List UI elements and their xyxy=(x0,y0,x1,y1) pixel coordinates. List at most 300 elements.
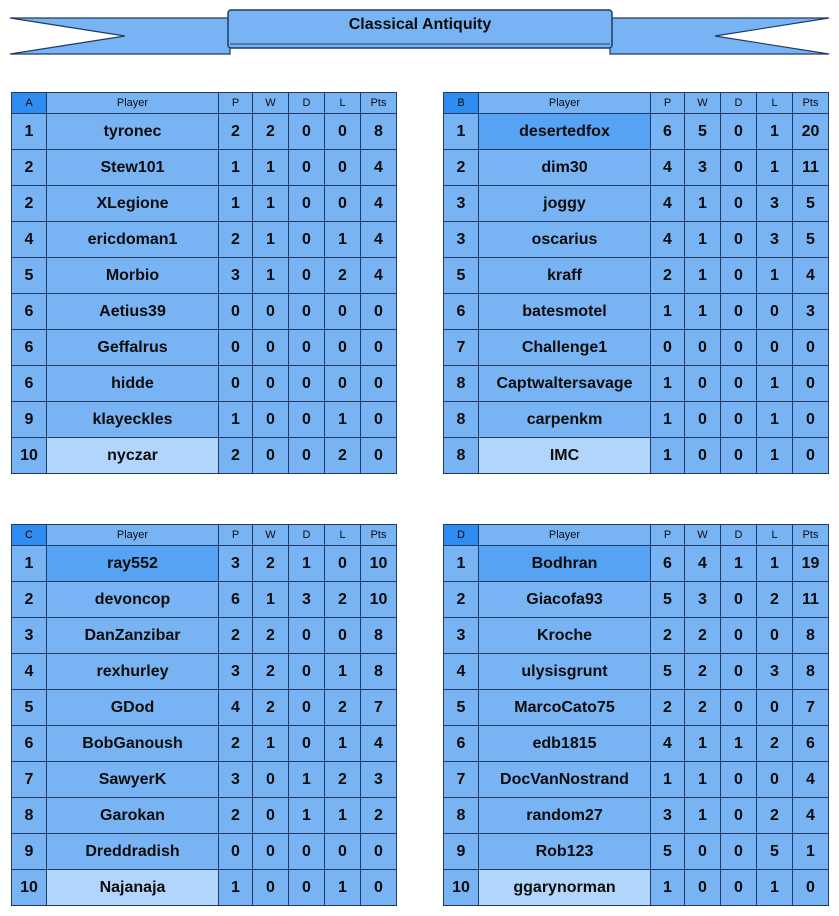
rank-cell: 10 xyxy=(12,870,47,906)
player-name: nyczar xyxy=(47,438,219,474)
column-header-pts: Pts xyxy=(793,93,829,114)
rank-cell: 9 xyxy=(12,834,47,870)
table-row xyxy=(444,618,829,654)
table-row xyxy=(12,726,397,762)
l-cell: 0 xyxy=(757,618,793,654)
w-cell: 2 xyxy=(685,654,721,690)
pts-cell: 20 xyxy=(793,114,829,150)
d-cell: 0 xyxy=(721,186,757,222)
w-cell: 0 xyxy=(253,870,289,906)
w-cell: 0 xyxy=(685,402,721,438)
d-cell: 0 xyxy=(289,690,325,726)
l-cell: 0 xyxy=(325,366,361,402)
l-cell: 0 xyxy=(325,150,361,186)
l-cell: 2 xyxy=(325,690,361,726)
d-cell: 0 xyxy=(721,618,757,654)
pts-cell: 0 xyxy=(793,870,829,906)
d-cell: 1 xyxy=(289,546,325,582)
w-cell: 1 xyxy=(253,258,289,294)
pts-cell: 5 xyxy=(793,222,829,258)
p-cell: 3 xyxy=(219,762,253,798)
table-row xyxy=(12,330,397,366)
w-cell: 1 xyxy=(685,798,721,834)
pts-cell: 0 xyxy=(361,366,397,402)
p-cell: 4 xyxy=(219,690,253,726)
p-cell: 1 xyxy=(651,294,685,330)
player-name: SawyerK xyxy=(47,762,219,798)
w-cell: 1 xyxy=(685,258,721,294)
d-cell: 0 xyxy=(721,654,757,690)
d-cell: 0 xyxy=(289,114,325,150)
l-cell: 1 xyxy=(757,114,793,150)
pts-cell: 0 xyxy=(793,330,829,366)
player-name: hidde xyxy=(47,366,219,402)
player-name: BobGanoush xyxy=(47,726,219,762)
p-cell: 1 xyxy=(651,366,685,402)
w-cell: 0 xyxy=(685,870,721,906)
player-name: Garokan xyxy=(47,798,219,834)
pts-cell: 4 xyxy=(361,222,397,258)
column-header-pts: Pts xyxy=(361,525,397,546)
group-letter: B xyxy=(444,93,479,114)
player-name: kraff xyxy=(479,258,651,294)
p-cell: 4 xyxy=(651,150,685,186)
l-cell: 0 xyxy=(325,330,361,366)
player-name: devoncop xyxy=(47,582,219,618)
column-header-player: Player xyxy=(47,93,219,114)
l-cell: 1 xyxy=(757,402,793,438)
p-cell: 0 xyxy=(651,330,685,366)
pts-cell: 4 xyxy=(793,258,829,294)
w-cell: 0 xyxy=(685,834,721,870)
pts-cell: 0 xyxy=(361,834,397,870)
d-cell: 0 xyxy=(289,618,325,654)
group-b-table xyxy=(443,92,829,474)
w-cell: 0 xyxy=(685,366,721,402)
w-cell: 0 xyxy=(685,330,721,366)
rank-cell: 8 xyxy=(444,402,479,438)
table-row xyxy=(444,114,829,150)
pts-cell: 10 xyxy=(361,546,397,582)
w-cell: 1 xyxy=(253,726,289,762)
group-letter: D xyxy=(444,525,479,546)
group-letter: C xyxy=(12,525,47,546)
l-cell: 1 xyxy=(757,258,793,294)
column-header-player: Player xyxy=(47,525,219,546)
table-row xyxy=(12,402,397,438)
pts-cell: 11 xyxy=(793,582,829,618)
w-cell: 0 xyxy=(253,834,289,870)
table-row xyxy=(444,582,829,618)
rank-cell: 10 xyxy=(12,438,47,474)
l-cell: 1 xyxy=(325,798,361,834)
player-name: Najanaja xyxy=(47,870,219,906)
rank-cell: 5 xyxy=(444,690,479,726)
column-header-w: W xyxy=(685,525,721,546)
pts-cell: 7 xyxy=(361,690,397,726)
pts-cell: 4 xyxy=(793,762,829,798)
player-name: Bodhran xyxy=(479,546,651,582)
w-cell: 0 xyxy=(253,762,289,798)
w-cell: 1 xyxy=(685,222,721,258)
p-cell: 1 xyxy=(219,870,253,906)
player-name: tyronec xyxy=(47,114,219,150)
table-row xyxy=(12,294,397,330)
d-cell: 0 xyxy=(289,654,325,690)
d-cell: 0 xyxy=(721,294,757,330)
l-cell: 0 xyxy=(325,618,361,654)
w-cell: 5 xyxy=(685,114,721,150)
d-cell: 0 xyxy=(289,294,325,330)
d-cell: 1 xyxy=(721,726,757,762)
player-name: IMC xyxy=(479,438,651,474)
p-cell: 1 xyxy=(651,402,685,438)
pts-cell: 6 xyxy=(793,726,829,762)
d-cell: 0 xyxy=(721,798,757,834)
table-row xyxy=(12,150,397,186)
pts-cell: 0 xyxy=(361,330,397,366)
table-header-row xyxy=(12,525,397,546)
column-header-l: L xyxy=(325,93,361,114)
w-cell: 1 xyxy=(253,150,289,186)
column-header-w: W xyxy=(253,93,289,114)
w-cell: 3 xyxy=(685,582,721,618)
rank-cell: 7 xyxy=(12,762,47,798)
pts-cell: 0 xyxy=(793,366,829,402)
column-header-p: P xyxy=(219,525,253,546)
w-cell: 0 xyxy=(253,798,289,834)
table-row xyxy=(444,258,829,294)
table-row xyxy=(444,834,829,870)
l-cell: 2 xyxy=(325,258,361,294)
player-name: Stew101 xyxy=(47,150,219,186)
d-cell: 0 xyxy=(721,150,757,186)
rank-cell: 1 xyxy=(444,114,479,150)
column-header-player: Player xyxy=(479,525,651,546)
table-row xyxy=(12,762,397,798)
rank-cell: 6 xyxy=(12,726,47,762)
player-name: Rob123 xyxy=(479,834,651,870)
p-cell: 6 xyxy=(651,114,685,150)
table-row xyxy=(444,150,829,186)
l-cell: 1 xyxy=(325,222,361,258)
column-header-player: Player xyxy=(479,93,651,114)
table-row xyxy=(444,366,829,402)
w-cell: 1 xyxy=(685,726,721,762)
d-cell: 0 xyxy=(721,834,757,870)
table-row xyxy=(12,186,397,222)
p-cell: 3 xyxy=(651,798,685,834)
table-row xyxy=(444,870,829,906)
l-cell: 1 xyxy=(757,438,793,474)
rank-cell: 7 xyxy=(444,762,479,798)
w-cell: 2 xyxy=(685,690,721,726)
rank-cell: 6 xyxy=(12,330,47,366)
l-cell: 1 xyxy=(325,402,361,438)
pts-cell: 8 xyxy=(793,618,829,654)
l-cell: 0 xyxy=(757,762,793,798)
p-cell: 5 xyxy=(651,834,685,870)
column-header-pts: Pts xyxy=(793,525,829,546)
player-name: Aetius39 xyxy=(47,294,219,330)
column-header-p: P xyxy=(219,93,253,114)
l-cell: 1 xyxy=(757,546,793,582)
d-cell: 0 xyxy=(721,258,757,294)
table-row xyxy=(444,798,829,834)
pts-cell: 7 xyxy=(793,690,829,726)
pts-cell: 19 xyxy=(793,546,829,582)
d-cell: 1 xyxy=(289,762,325,798)
table-row xyxy=(444,762,829,798)
p-cell: 5 xyxy=(651,582,685,618)
w-cell: 3 xyxy=(685,150,721,186)
l-cell: 0 xyxy=(325,294,361,330)
player-name: GDod xyxy=(47,690,219,726)
player-name: Giacofa93 xyxy=(479,582,651,618)
table-row xyxy=(444,690,829,726)
l-cell: 2 xyxy=(325,762,361,798)
page-title: Classical Antiquity xyxy=(348,16,492,33)
table-header-row xyxy=(444,93,829,114)
l-cell: 0 xyxy=(325,834,361,870)
w-cell: 1 xyxy=(253,222,289,258)
column-header-l: L xyxy=(757,525,793,546)
table-row xyxy=(12,258,397,294)
pts-cell: 8 xyxy=(793,654,829,690)
group-a-table xyxy=(11,92,397,474)
rank-cell: 1 xyxy=(12,546,47,582)
d-cell: 0 xyxy=(289,726,325,762)
d-cell: 0 xyxy=(289,150,325,186)
player-name: ericdoman1 xyxy=(47,222,219,258)
w-cell: 2 xyxy=(685,618,721,654)
l-cell: 2 xyxy=(757,726,793,762)
player-name: Captwaltersavage xyxy=(479,366,651,402)
rank-cell: 6 xyxy=(444,726,479,762)
w-cell: 4 xyxy=(685,546,721,582)
player-name: DocVanNostrand xyxy=(479,762,651,798)
rank-cell: 2 xyxy=(12,582,47,618)
table-row xyxy=(12,546,397,582)
column-header-d: D xyxy=(289,525,325,546)
w-cell: 0 xyxy=(253,330,289,366)
w-cell: 1 xyxy=(685,186,721,222)
table-row xyxy=(12,690,397,726)
rank-cell: 4 xyxy=(12,654,47,690)
d-cell: 1 xyxy=(721,546,757,582)
pts-cell: 2 xyxy=(361,798,397,834)
d-cell: 0 xyxy=(721,330,757,366)
l-cell: 0 xyxy=(757,690,793,726)
d-cell: 0 xyxy=(289,402,325,438)
rank-cell: 8 xyxy=(444,366,479,402)
w-cell: 2 xyxy=(253,618,289,654)
d-cell: 0 xyxy=(721,366,757,402)
player-name: random27 xyxy=(479,798,651,834)
p-cell: 2 xyxy=(219,114,253,150)
rank-cell: 2 xyxy=(444,582,479,618)
rank-cell: 2 xyxy=(12,150,47,186)
column-header-pts: Pts xyxy=(361,93,397,114)
d-cell: 0 xyxy=(289,834,325,870)
d-cell: 0 xyxy=(289,186,325,222)
p-cell: 2 xyxy=(651,690,685,726)
l-cell: 5 xyxy=(757,834,793,870)
l-cell: 2 xyxy=(325,438,361,474)
group-d-table xyxy=(443,524,829,906)
pts-cell: 0 xyxy=(361,402,397,438)
column-header-l: L xyxy=(325,525,361,546)
d-cell: 0 xyxy=(289,366,325,402)
column-header-d: D xyxy=(721,93,757,114)
player-name: ggarynorman xyxy=(479,870,651,906)
d-cell: 0 xyxy=(289,258,325,294)
p-cell: 0 xyxy=(219,330,253,366)
table-row xyxy=(12,654,397,690)
rank-cell: 9 xyxy=(12,402,47,438)
rank-cell: 3 xyxy=(444,618,479,654)
rank-cell: 6 xyxy=(12,366,47,402)
rank-cell: 1 xyxy=(444,546,479,582)
table-row xyxy=(12,618,397,654)
table-row xyxy=(12,582,397,618)
player-name: carpenkm xyxy=(479,402,651,438)
rank-cell: 2 xyxy=(444,150,479,186)
pts-cell: 1 xyxy=(793,834,829,870)
player-name: ray552 xyxy=(47,546,219,582)
w-cell: 2 xyxy=(253,690,289,726)
rank-cell: 4 xyxy=(12,222,47,258)
pts-cell: 3 xyxy=(361,762,397,798)
group-c-table xyxy=(11,524,397,906)
d-cell: 0 xyxy=(721,222,757,258)
table-row xyxy=(12,366,397,402)
rank-cell: 9 xyxy=(444,834,479,870)
d-cell: 0 xyxy=(721,114,757,150)
p-cell: 1 xyxy=(219,150,253,186)
column-header-w: W xyxy=(685,93,721,114)
p-cell: 4 xyxy=(651,222,685,258)
rank-cell: 2 xyxy=(12,186,47,222)
pts-cell: 0 xyxy=(793,438,829,474)
l-cell: 3 xyxy=(757,186,793,222)
pts-cell: 10 xyxy=(361,582,397,618)
l-cell: 3 xyxy=(757,222,793,258)
l-cell: 1 xyxy=(757,366,793,402)
player-name: MarcoCato75 xyxy=(479,690,651,726)
player-name: klayeckles xyxy=(47,402,219,438)
table-row xyxy=(444,222,829,258)
l-cell: 0 xyxy=(325,546,361,582)
p-cell: 0 xyxy=(219,294,253,330)
p-cell: 2 xyxy=(219,438,253,474)
p-cell: 4 xyxy=(651,726,685,762)
player-name: Geffalrus xyxy=(47,330,219,366)
w-cell: 2 xyxy=(253,114,289,150)
p-cell: 2 xyxy=(219,222,253,258)
d-cell: 0 xyxy=(289,222,325,258)
rank-cell: 1 xyxy=(12,114,47,150)
group-letter: A xyxy=(12,93,47,114)
d-cell: 3 xyxy=(289,582,325,618)
table-row xyxy=(444,294,829,330)
column-header-d: D xyxy=(289,93,325,114)
p-cell: 2 xyxy=(651,258,685,294)
table-row xyxy=(444,726,829,762)
p-cell: 1 xyxy=(651,762,685,798)
p-cell: 2 xyxy=(219,798,253,834)
p-cell: 2 xyxy=(219,726,253,762)
rank-cell: 4 xyxy=(444,654,479,690)
w-cell: 1 xyxy=(253,186,289,222)
p-cell: 3 xyxy=(219,654,253,690)
title-banner xyxy=(0,0,839,60)
rank-cell: 7 xyxy=(444,330,479,366)
p-cell: 4 xyxy=(651,186,685,222)
pts-cell: 0 xyxy=(361,294,397,330)
l-cell: 2 xyxy=(757,798,793,834)
p-cell: 0 xyxy=(219,834,253,870)
table-row xyxy=(12,834,397,870)
w-cell: 0 xyxy=(685,438,721,474)
rank-cell: 10 xyxy=(444,870,479,906)
d-cell: 0 xyxy=(721,690,757,726)
l-cell: 0 xyxy=(325,114,361,150)
rank-cell: 6 xyxy=(12,294,47,330)
pts-cell: 8 xyxy=(361,654,397,690)
w-cell: 1 xyxy=(685,762,721,798)
table-row xyxy=(12,222,397,258)
rank-cell: 3 xyxy=(444,222,479,258)
p-cell: 0 xyxy=(219,366,253,402)
l-cell: 1 xyxy=(325,654,361,690)
d-cell: 0 xyxy=(721,402,757,438)
w-cell: 1 xyxy=(253,582,289,618)
table-row xyxy=(444,438,829,474)
l-cell: 1 xyxy=(325,870,361,906)
l-cell: 0 xyxy=(757,294,793,330)
player-name: Dreddradish xyxy=(47,834,219,870)
d-cell: 0 xyxy=(721,870,757,906)
l-cell: 1 xyxy=(325,726,361,762)
pts-cell: 0 xyxy=(793,402,829,438)
d-cell: 0 xyxy=(721,582,757,618)
column-header-p: P xyxy=(651,525,685,546)
pts-cell: 4 xyxy=(361,726,397,762)
l-cell: 1 xyxy=(757,150,793,186)
column-header-p: P xyxy=(651,93,685,114)
player-name: DanZanzibar xyxy=(47,618,219,654)
table-row xyxy=(12,798,397,834)
rank-cell: 6 xyxy=(444,294,479,330)
table-header-row xyxy=(12,93,397,114)
l-cell: 0 xyxy=(757,330,793,366)
w-cell: 1 xyxy=(685,294,721,330)
table-row xyxy=(444,186,829,222)
p-cell: 2 xyxy=(219,618,253,654)
column-header-l: L xyxy=(757,93,793,114)
pts-cell: 3 xyxy=(793,294,829,330)
table-row xyxy=(444,330,829,366)
p-cell: 1 xyxy=(651,870,685,906)
table-row xyxy=(444,402,829,438)
p-cell: 6 xyxy=(219,582,253,618)
pts-cell: 4 xyxy=(361,186,397,222)
l-cell: 1 xyxy=(757,870,793,906)
w-cell: 2 xyxy=(253,654,289,690)
table-row xyxy=(12,438,397,474)
table-row xyxy=(12,114,397,150)
